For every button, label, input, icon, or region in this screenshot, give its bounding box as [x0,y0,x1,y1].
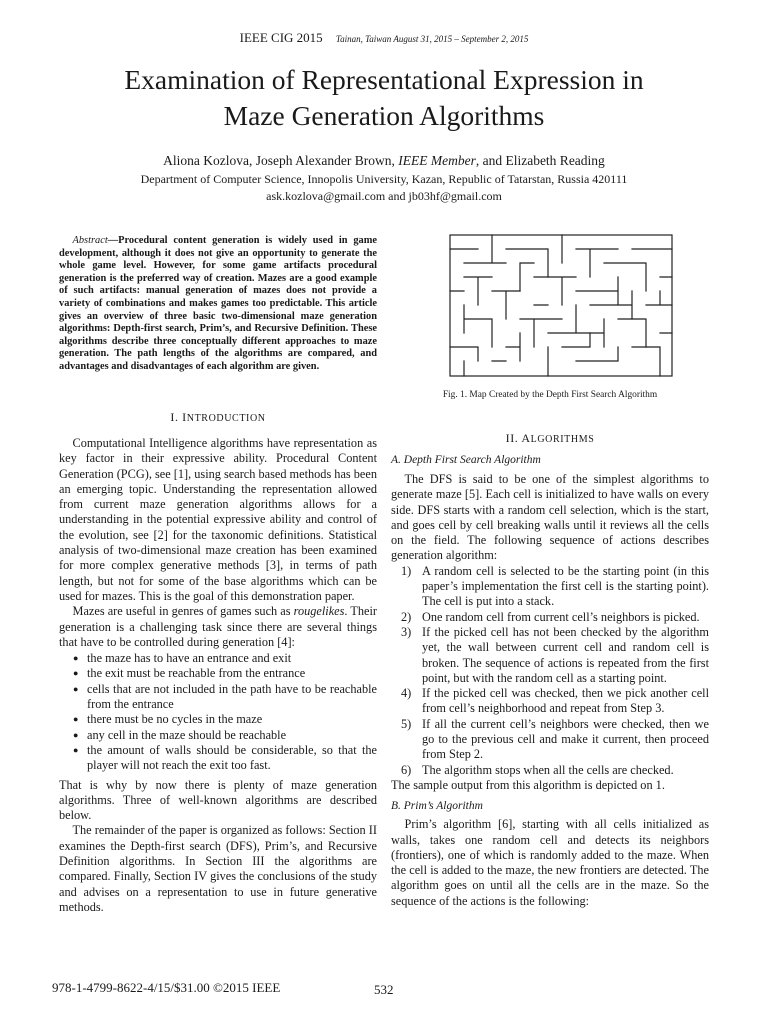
list-item-text: cells that are not included in the path have to be reachable from the entrance [87,681,377,712]
dfs-steps-list [391,564,709,778]
dfs-sample-output: The sample output from this algorithm is depicted on 1. [391,777,665,792]
step-number: 1) [401,563,412,578]
paper-title [40,62,728,134]
section-1-title-rest: NTRODUCTION [186,413,266,424]
step-number: 6) [401,762,412,777]
title-line-2: Maze Generation Algorithms [223,100,545,131]
section-2-number: II. [505,431,522,445]
p2-before: Mazes are useful in genres of games such as [72,604,294,619]
conference-name: IEEE CIG 2015 [239,30,323,45]
p2-after: . Their generation is a challenging task since there are several things that have to be controlled during generation [4]: [59,604,377,649]
intro-paragraph-3: That is why by now there is plenty of maze generation algorithms. Three of well-known algorithms are described below. [59,777,377,823]
authors-part-1: Aliona Kozlova, Joseph Alexander Brown, [163,153,399,168]
list-item [391,625,709,686]
affiliation: Department of Computer Science, Innopolis University, Kazan, Republic of Tatarstan, Russia 420111 [140,172,628,186]
step-text: One random cell from current cell’s neighbors is picked. [422,609,700,624]
page-number: 532 [374,982,394,997]
abstract-lead: Abstract [72,235,108,246]
subsection-b-heading: B. Prim’s Algorithm [391,800,483,813]
list-item [391,686,709,717]
list-item-text: any cell in the maze should be reachable [87,727,287,742]
list-item [59,651,377,666]
section-1-heading [59,410,377,425]
step-text: If the picked cell has not been checked by the algorithm yet, the wall between current cell and random cell is broken. The sequence of actions is repeated from the first point, but with the random cell as a starting point. [422,624,709,685]
list-item [59,743,377,774]
abstract [59,235,377,374]
list-item-text: there must be no cycles in the maze [87,712,263,727]
bullet-icon: ● [73,668,79,679]
requirements-list [59,651,377,773]
authors-part-2: , and Elizabeth Reading [475,153,605,168]
maze-figure [448,233,674,378]
author-list [40,152,728,169]
bullet-icon: ● [73,729,79,740]
list-item-text: the amount of walls should be considerable, so that the player will not reach the exit too fast. [87,742,377,773]
step-number: 4) [401,686,412,701]
list-item [59,728,377,743]
step-number: 2) [401,609,412,624]
section-2-title-first: A [521,431,531,445]
left-column-body [59,436,377,915]
subsection-a-heading: A. Depth First Search Algorithm [391,454,541,466]
conference-location-date: Tainan, Taiwan August 31, 2015 – September 2, 2015 [335,34,529,44]
step-text: The algorithm stops when all the cells are checked. [422,762,674,777]
section-1-number: I. [170,410,183,424]
title-line-1: Examination of Representational Expression in [124,64,644,95]
list-item [391,763,709,778]
step-number: 3) [401,624,412,639]
maze-image [448,233,674,378]
figure-caption: Fig. 1. Map Created by the Depth First Search Algorithm [442,390,658,400]
section-2-heading [391,431,709,446]
step-text: A random cell is selected to be the starting point (in this paper’s implementation the first cell is the starting point). The cell is put into a stack. [422,563,709,609]
step-text: If the picked cell was checked, then we pick another cell from cell’s neighborhood and repeat from Step 3. [422,686,709,716]
intro-paragraph-1: Computational Intelligence algorithms have representation as key factor in their expressive ability. Procedural Content Generation (PCG), see [1], using search based methods has been an emerging topic. Understanding the representation allowed from current maze generation algorithms allows for a understanding in the potential expressive ability and control of the evolution, see [2] for the taxonomic definitions. Statistical analysis of two-dimensional maze creation has been examined for more complex generative methods [3], in terms of path length, but not for some of the base algorithms which can be used for mazes. This is the goal of this demonstration paper. [59,436,377,603]
list-item [391,717,709,763]
step-text: If all the current cell’s neighbors were checked, then we go to the previous cell and make it current, then proceed from Step 2. [422,716,709,762]
p2-italic-term: rougelikes [293,604,345,619]
author-emails: ask.kozlova@gmail.com and jb03hf@gmail.com [266,189,502,203]
section-2-title-rest: LGORITHMS [530,434,595,445]
right-column-body [391,472,709,909]
section-1-title-first: I [182,410,187,424]
authors-member: IEEE Member [398,153,476,168]
bullet-icon: ● [73,653,79,664]
abstract-text: —Procedural content generation is widely used in game development, although it does not give an opportunity to generate the whole game level. However, for some game artifacts procedural generation is the preferred way of creation. Mazes are a good example of such artifacts: manual generation of mazes does not provide a variety of combinations and makes games too predictable. This article gives an overview of three basic two-dimensional maze generation algorithms: Depth-first search, Prim’s, and Recursive Definition. These algorithms describe three conceptually different approaches to maze generation. The path lengths of the algorithms are compared, and advantages and disadvantages of each algorithm are given. [59,235,377,372]
running-header [0,30,768,46]
list-item-text: the exit must be reachable from the entrance [87,666,306,681]
step-number: 5) [401,716,412,731]
dfs-paragraph: The DFS is said to be one of the simplest algorithms to generate maze [5]. Each cell is initialized to have walls on every side. DFS starts with a random cell selection, which is the start, and goes cell by cell breaking walls until it reviews all the cells on the field. The following sequence of actions describes generation algorithm: [391,472,709,563]
list-item [59,682,377,713]
list-item [391,564,709,610]
list-item [59,666,377,681]
intro-paragraph-2 [59,604,377,650]
prims-paragraph: Prim’s algorithm [6], starting with all cells initialized as walls, takes one random cell and detects its neighbors (frontiers), one of which is randomly added to the maze. When the cell is added to the maze, the new frontiers are detected. The algorithm goes on until all the cells are in the maze. So the sequence of the actions is the following: [391,817,709,908]
footer-copyright: 978-1-4799-8622-4/15/$31.00 ©2015 IEEE [52,980,281,995]
list-item-text: the maze has to have an entrance and exit [87,651,292,666]
bullet-icon: ● [73,683,79,694]
list-item [59,712,377,727]
list-item [391,610,709,625]
bullet-icon: ● [73,714,79,725]
bullet-icon: ● [73,744,79,755]
intro-paragraph-4: The remainder of the paper is organized as follows: Section II examines the Depth-first search (DFS), Prim’s, and Recursive Definition algorithms. In Section III the algorithms are compared. Finally, Section IV gives the conclusions of the study and advises on a representation to use in future generative methods. [59,823,377,914]
